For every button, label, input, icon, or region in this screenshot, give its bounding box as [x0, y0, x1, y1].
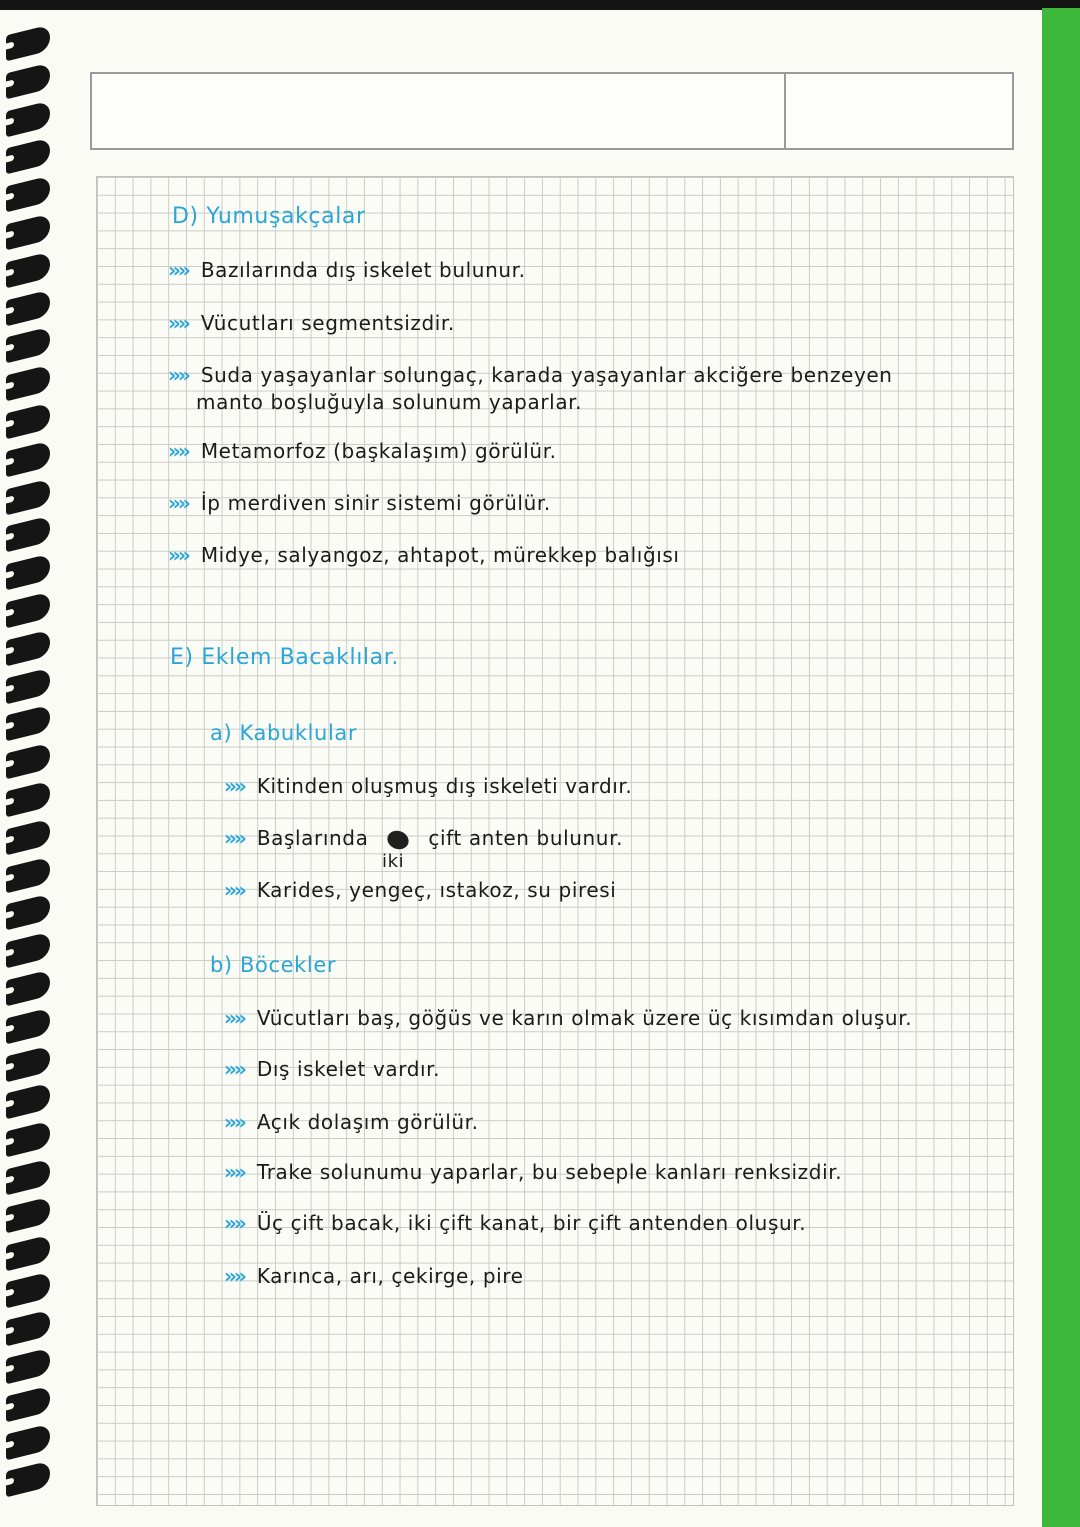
list-item [224, 878, 616, 902]
spiral-ring [6, 365, 50, 402]
arrow-bullet-icon: »» [224, 826, 244, 850]
spiral-ring [6, 554, 50, 591]
spiral-ring [6, 478, 50, 515]
subsection-a-title: a) Kabuklular [210, 721, 358, 745]
spiral-ring [6, 667, 50, 704]
list-item [224, 1006, 912, 1030]
spiral-ring [6, 176, 50, 213]
crossed-out-scribble [385, 827, 411, 851]
spiral-ring [6, 818, 50, 855]
spiral-ring [6, 214, 50, 251]
list-item [168, 363, 893, 387]
list-item-text: Trake solunumu yaparlar, bu sebeple kanları renksizdir. [256, 1160, 843, 1184]
list-item [224, 826, 623, 850]
spiral-ring [6, 1385, 50, 1422]
list-item [224, 1057, 440, 1081]
list-item [224, 1110, 479, 1134]
arrow-bullet-icon: »» [224, 1110, 244, 1134]
spiral-ring [6, 1461, 50, 1498]
arrow-bullet-icon: »» [224, 1264, 244, 1288]
list-item [168, 258, 526, 282]
list-item [168, 439, 557, 463]
list-item [224, 1264, 524, 1288]
list-item-text: Karides, yengeç, ıstakoz, su piresi [256, 878, 617, 902]
arrow-bullet-icon: »» [224, 1160, 244, 1184]
list-item [168, 543, 680, 567]
notebook-spiral-binding [0, 30, 70, 1510]
spiral-ring [6, 327, 50, 364]
list-item-text-rest: çift anten bulunur. [428, 826, 624, 850]
list-item-text: Suda yaşayanlar solungaç, karada yaşayanlar akciğere benzeyen [200, 363, 893, 387]
spiral-ring [6, 856, 50, 893]
spiral-ring [6, 743, 50, 780]
list-item-text: Karınca, arı, çekirge, pire [256, 1264, 524, 1288]
subsection-b-title: b) Böcekler [210, 953, 337, 977]
list-item [224, 1211, 806, 1235]
spiral-ring [6, 1348, 50, 1385]
list-item-text: Açık dolaşım görülür. [256, 1110, 479, 1134]
list-item-text: İp merdiven sinir sistemi görülür. [200, 491, 551, 515]
arrow-bullet-icon: »» [224, 1057, 244, 1081]
list-item-text: Kitinden oluşmuş dış iskeleti vardır. [256, 774, 633, 798]
spiral-ring [6, 1423, 50, 1460]
list-item [224, 774, 632, 798]
spiral-ring [6, 289, 50, 326]
spiral-ring [6, 138, 50, 175]
spiral-ring [6, 1007, 50, 1044]
spiral-ring [6, 1159, 50, 1196]
spiral-ring [6, 781, 50, 818]
spiral-ring [6, 1121, 50, 1158]
spiral-ring [6, 970, 50, 1007]
spiral-ring [6, 100, 50, 137]
arrow-bullet-icon: »» [168, 439, 188, 463]
spiral-ring [6, 629, 50, 666]
list-item [168, 491, 551, 515]
list-item-text: Dış iskelet vardır. [256, 1057, 441, 1081]
list-item-text: Başlarında [256, 826, 369, 850]
list-item-text: Üç çift bacak, iki çift kanat, bir çift antenden oluşur. [256, 1211, 807, 1235]
section-d-title: D) Yumuşakçalar [172, 204, 366, 229]
spiral-ring [6, 1310, 50, 1347]
spiral-ring [6, 932, 50, 969]
list-item-text: Bazılarında dış iskelet bulunur. [200, 258, 526, 282]
spiral-ring [6, 1045, 50, 1082]
spiral-ring [6, 62, 50, 99]
header-divider [784, 74, 786, 148]
spiral-ring [6, 403, 50, 440]
spiral-ring [6, 592, 50, 629]
list-item [168, 311, 455, 335]
list-item-continuation: manto boşluğuyla solunum yaparlar. [196, 390, 583, 414]
spiral-ring [6, 1083, 50, 1120]
list-item-text: Metamorfoz (başkalaşım) görülür. [200, 439, 557, 463]
arrow-bullet-icon: »» [168, 311, 188, 335]
list-item-text: Midye, salyangoz, ahtapot, mürekkep balığısı [200, 543, 680, 567]
inserted-word: iki [382, 851, 405, 872]
list-item-text: Vücutları segmentsizdir. [200, 311, 455, 335]
spiral-ring [6, 25, 50, 62]
arrow-bullet-icon: »» [168, 363, 188, 387]
spiral-ring [6, 1196, 50, 1233]
header-box [90, 72, 1014, 150]
spiral-ring [6, 894, 50, 931]
green-page-edge [1042, 8, 1080, 1527]
spiral-ring [6, 1272, 50, 1309]
arrow-bullet-icon: »» [224, 774, 244, 798]
spiral-ring [6, 1234, 50, 1271]
list-item-text: Vücutları baş, göğüs ve karın olmak üzere üç kısımdan oluşur. [256, 1006, 913, 1030]
spiral-ring [6, 251, 50, 288]
arrow-bullet-icon: »» [224, 1211, 244, 1235]
arrow-bullet-icon: »» [224, 1006, 244, 1030]
arrow-bullet-icon: »» [168, 543, 188, 567]
top-dark-strip [0, 0, 1080, 10]
arrow-bullet-icon: »» [168, 258, 188, 282]
section-e-title: E) Eklem Bacaklılar. [170, 645, 399, 670]
list-item [224, 1160, 842, 1184]
arrow-bullet-icon: »» [168, 491, 188, 515]
spiral-ring [6, 440, 50, 477]
spiral-ring [6, 705, 50, 742]
spiral-ring [6, 516, 50, 553]
arrow-bullet-icon: »» [224, 878, 244, 902]
